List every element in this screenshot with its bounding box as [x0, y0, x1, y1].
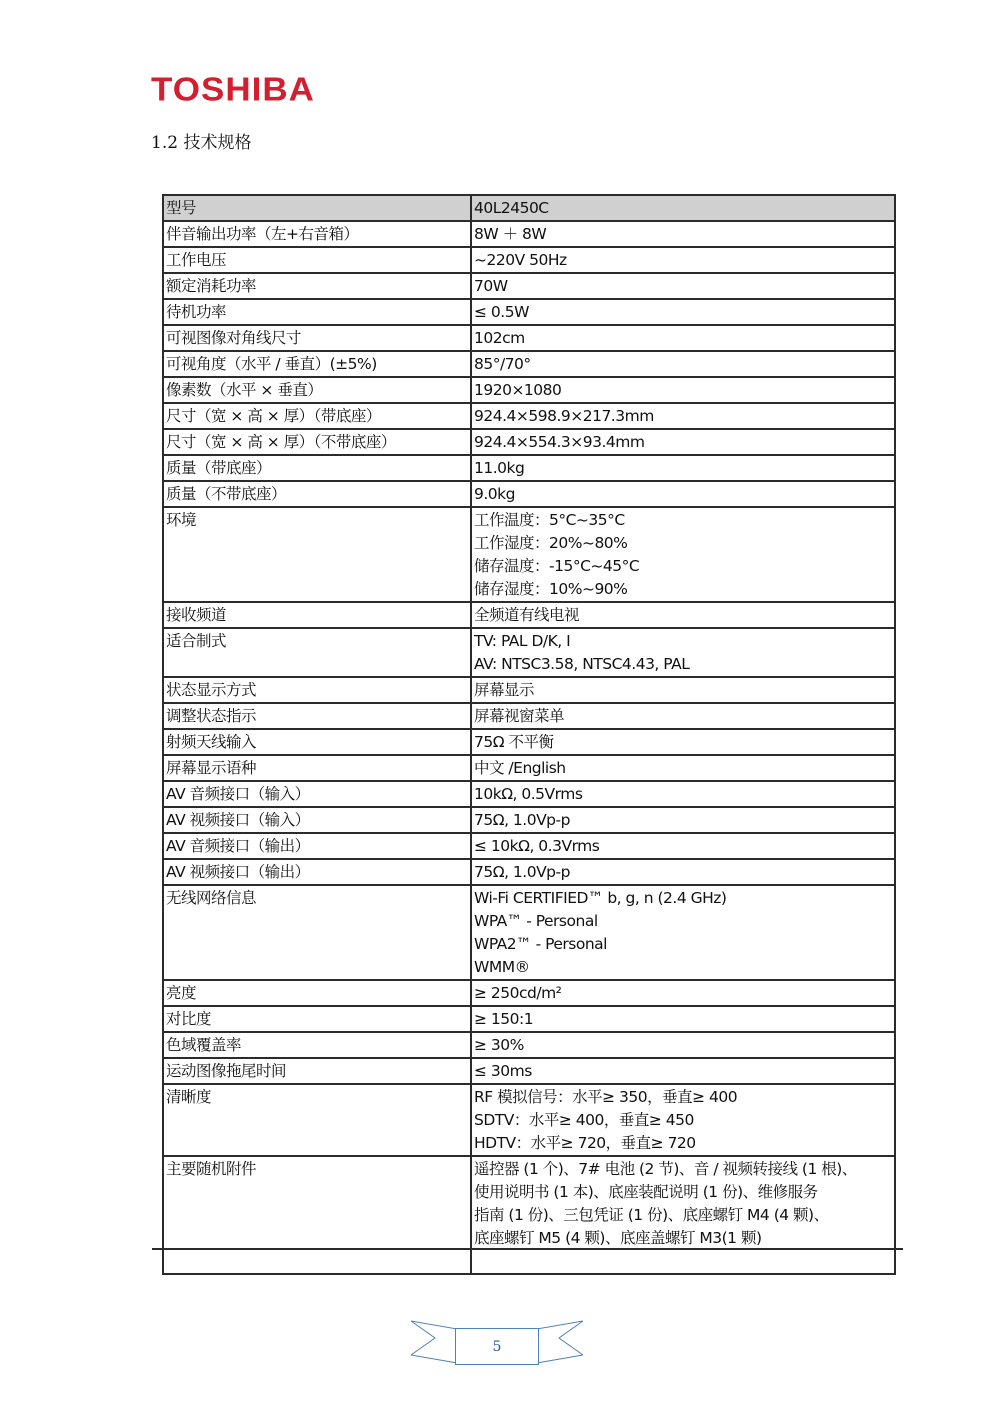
spec-label: 像素数（水平 × 垂直）: [163, 377, 471, 403]
spec-row: [163, 403, 895, 429]
spec-value: [471, 980, 895, 1006]
spec-label: 尺寸（宽 × 高 × 厚）（不带底座）: [163, 429, 471, 455]
spec-row: [163, 351, 895, 377]
spec-row: [163, 980, 895, 1006]
spec-label: 接收频道: [163, 602, 471, 628]
spec-label: 适合制式: [163, 628, 471, 677]
spec-row: [163, 1032, 895, 1058]
spec-value-line: 924.4×598.9×217.3mm: [474, 407, 654, 425]
spec-label: 屏幕显示语种: [163, 755, 471, 781]
spec-label: 尺寸（宽 × 高 × 厚）（带底座）: [163, 403, 471, 429]
spec-value: [471, 1058, 895, 1084]
spec-value-line: 指南 (1 份)、三包凭证 (1 份)、底座螺钉 M4 (4 颗)、: [474, 1206, 829, 1224]
spec-label: 工作电压: [163, 247, 471, 273]
spec-row: [163, 677, 895, 703]
spec-row: [163, 885, 895, 980]
spec-label: 伴音输出功率（左+右音箱）: [163, 221, 471, 247]
spec-value: [471, 677, 895, 703]
spec-value: [471, 273, 895, 299]
spec-value: [471, 1156, 895, 1274]
spec-row: [163, 481, 895, 507]
spec-label: 对比度: [163, 1006, 471, 1032]
spec-row: [163, 273, 895, 299]
spec-value-line: WMM®: [474, 958, 530, 976]
spec-value: [471, 299, 895, 325]
spec-value: [471, 885, 895, 980]
spec-row: [163, 247, 895, 273]
spec-value: [471, 351, 895, 377]
spec-row: [163, 807, 895, 833]
spec-value-line: ≤ 30ms: [474, 1062, 532, 1080]
spec-row: [163, 429, 895, 455]
spec-value-line: 75Ω 不平衡: [474, 733, 554, 751]
spec-value-line: AV: NTSC3.58, NTSC4.43, PAL: [474, 655, 690, 673]
spec-value-line: 工作温度：5°C~35°C: [474, 511, 625, 529]
spec-value: [471, 247, 895, 273]
spec-value-line: ≥ 30%: [474, 1036, 524, 1054]
spec-value: [471, 703, 895, 729]
spec-value: [471, 481, 895, 507]
spec-label: 亮度: [163, 980, 471, 1006]
spec-value: [471, 1006, 895, 1032]
spec-label: 环境: [163, 507, 471, 602]
spec-value: [471, 755, 895, 781]
spec-value-line: RF 模拟信号：水平≥ 350，垂直≥ 400: [474, 1088, 738, 1106]
spec-value: [471, 833, 895, 859]
spec-label: 可视图像对角线尺寸: [163, 325, 471, 351]
spec-label: 主要随机附件: [163, 1156, 471, 1274]
spec-row: [163, 781, 895, 807]
spec-value-line: Wi-Fi CERTIFIED™ b, g, n (2.4 GHz): [474, 889, 727, 907]
spec-label: AV 音频接口（输入）: [163, 781, 471, 807]
spec-row: [163, 859, 895, 885]
spec-row: [163, 507, 895, 602]
spec-value-line: 遥控器 (1 个)、7# 电池 (2 节)、音 / 视频转接线 (1 根)、: [474, 1160, 857, 1178]
spec-label: 清晰度: [163, 1084, 471, 1156]
spec-row: [163, 221, 895, 247]
spec-label: 射频天线输入: [163, 729, 471, 755]
spec-value-line: 中文 /English: [474, 759, 566, 777]
spec-value-line: 924.4×554.3×93.4mm: [474, 433, 645, 451]
spec-value-line: WPA2™ - Personal: [474, 935, 607, 953]
spec-value-line: ≥ 150:1: [474, 1010, 534, 1028]
spec-value: [471, 859, 895, 885]
spec-row: [163, 299, 895, 325]
spec-row: [163, 1058, 895, 1084]
spec-value-line: ~220V 50Hz: [474, 251, 567, 269]
spec-row: [163, 602, 895, 628]
spec-value: [471, 628, 895, 677]
spec-row: [163, 755, 895, 781]
spec-label: 额定消耗功率: [163, 273, 471, 299]
spec-value-line: 10kΩ, 0.5Vrms: [474, 785, 583, 803]
spec-row: [163, 325, 895, 351]
spec-label: 型号: [163, 195, 471, 221]
spec-row: [163, 195, 895, 221]
spec-label: 无线网络信息: [163, 885, 471, 980]
spec-value-line: 底座螺钉 M5 (4 颗)、底座盖螺钉 M3(1 颗): [474, 1229, 762, 1247]
spec-row: [163, 1084, 895, 1156]
spec-value-line: 屏幕显示: [474, 681, 535, 699]
spec-table-body: [163, 195, 895, 1274]
spec-value-line: 40L2450C: [474, 199, 549, 217]
spec-value-line: 85°/70°: [474, 355, 531, 373]
spec-row: [163, 729, 895, 755]
spec-label: 状态显示方式: [163, 677, 471, 703]
spec-value: [471, 602, 895, 628]
spec-value-line: 102cm: [474, 329, 525, 347]
page-number: 5: [455, 1328, 539, 1365]
spec-value-line: WPA™ - Personal: [474, 912, 598, 930]
spec-value-line: 9.0kg: [474, 485, 515, 503]
spec-value: [471, 807, 895, 833]
spec-value-line: 11.0kg: [474, 459, 525, 477]
spec-label: 可视角度（水平 / 垂直）(±5%): [163, 351, 471, 377]
table-bottom-rule: [152, 1248, 903, 1250]
spec-label: AV 音频接口（输出）: [163, 833, 471, 859]
spec-value: [471, 1084, 895, 1156]
section-title: 1.2 技术规格: [151, 133, 252, 153]
spec-value: [471, 195, 895, 221]
toshiba-logo: TOSHIBA: [151, 71, 315, 109]
spec-value-line: ≤ 0.5W: [474, 303, 529, 321]
spec-value: [471, 1032, 895, 1058]
spec-value: [471, 429, 895, 455]
spec-label: 调整状态指示: [163, 703, 471, 729]
spec-value-line: TV: PAL D/K, I: [474, 632, 571, 650]
spec-label: AV 视频接口（输入）: [163, 807, 471, 833]
spec-value-line: ≤ 10kΩ, 0.3Vrms: [474, 837, 600, 855]
spec-label: 质量（带底座）: [163, 455, 471, 481]
spec-value-line: 储存湿度：10%~90%: [474, 580, 628, 598]
spec-table: [162, 194, 896, 1275]
spec-label: 待机功率: [163, 299, 471, 325]
spec-row: [163, 1156, 895, 1274]
spec-value-line: 储存温度：-15°C~45°C: [474, 557, 640, 575]
spec-label: 色域覆盖率: [163, 1032, 471, 1058]
spec-value-line: 1920×1080: [474, 381, 562, 399]
spec-label: 质量（不带底座）: [163, 481, 471, 507]
spec-value-line: 工作湿度：20%~80%: [474, 534, 628, 552]
spec-value: [471, 729, 895, 755]
spec-value-line: HDTV：水平≥ 720，垂直≥ 720: [474, 1134, 696, 1152]
spec-value-line: 屏幕视窗菜单: [474, 707, 565, 725]
spec-value-line: 全频道有线电视: [474, 606, 580, 624]
spec-value-line: 75Ω, 1.0Vp-p: [474, 863, 570, 881]
spec-value-line: ≥ 250cd/m²: [474, 984, 562, 1002]
spec-row: [163, 703, 895, 729]
spec-value: [471, 507, 895, 602]
spec-label: 运动图像拖尾时间: [163, 1058, 471, 1084]
spec-row: [163, 1006, 895, 1032]
spec-value-line: 8W ＋ 8W: [474, 225, 547, 243]
spec-value: [471, 325, 895, 351]
spec-value-line: 使用说明书 (1 本)、底座装配说明 (1 份)、维修服务: [474, 1183, 818, 1201]
spec-value: [471, 781, 895, 807]
spec-value: [471, 403, 895, 429]
spec-row: [163, 377, 895, 403]
spec-row: [163, 833, 895, 859]
spec-value: [471, 377, 895, 403]
spec-row: [163, 455, 895, 481]
spec-label: AV 视频接口（输出）: [163, 859, 471, 885]
spec-value-line: 70W: [474, 277, 508, 295]
spec-value-line: 75Ω, 1.0Vp-p: [474, 811, 570, 829]
spec-value-line: SDTV：水平≥ 400，垂直≥ 450: [474, 1111, 694, 1129]
spec-row: [163, 628, 895, 677]
spec-value: [471, 455, 895, 481]
spec-value: [471, 221, 895, 247]
